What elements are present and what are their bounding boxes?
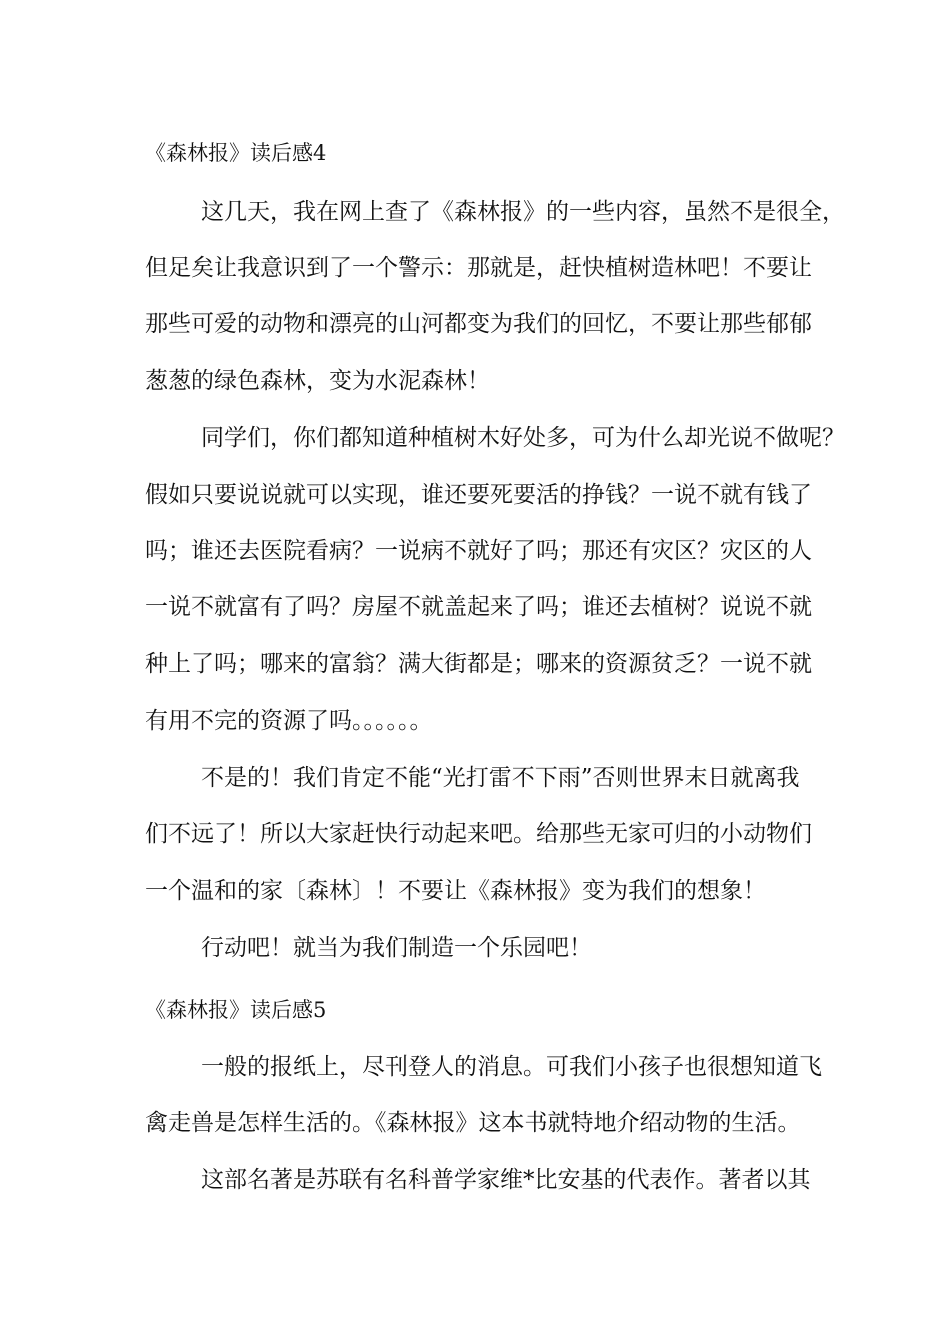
essay-5-p1-line-1: 一般的报纸上，尽刊登人的消息。可我们小孩子也很想知道飞 [201, 1054, 822, 1080]
essay-4-p4-line-1: 行动吧！就当为我们制造一个乐园吧！ [201, 935, 592, 961]
essay-5-p2-line-1: 这部名著是苏联有名科普学家维*比安基的代表作。著者以其 [201, 1167, 811, 1193]
essay-4-p1-line-2: 但足矣让我意识到了一个警示：那就是，赶快植树造林吧！不要让 [145, 255, 812, 281]
essay-4-p2-line-3: 吗；谁还去医院看病？一说病不就好了吗；那还有灾区？灾区的人 [145, 538, 812, 564]
essay-4-p1-line-1: 这几天，我在网上查了《森林报》的一些内容，虽然不是很全， [201, 199, 845, 225]
essay-4-p2-line-5: 种上了吗；哪来的富翁？满大街都是；哪来的资源贫乏？一说不就 [145, 651, 812, 677]
essay-4-p3-line-2: 们不远了！所以大家赶快行动起来吧。给那些无家可归的小动物们 [145, 821, 812, 847]
essay-4-p2-line-4: 一说不就富有了吗？房屋不就盖起来了吗；谁还去植树？说说不就 [145, 594, 812, 620]
essay-4-p2-line-1: 同学们，你们都知道种植树木好处多，可为什么却光说不做呢？ [201, 425, 845, 451]
essay-4-p3-line-3: 一个温和的家〔森林〕！不要让《森林报》变为我们的想象！ [145, 878, 766, 904]
essay-4-p3-line-1: 不是的！我们肯定不能“光打雷不下雨”否则世界末日就离我 [201, 765, 800, 791]
essay-4-heading: 《森林报》读后感4 [145, 141, 327, 165]
essay-4-p1-line-4: 葱葱的绿色森林，变为水泥森林！ [145, 368, 490, 394]
essay-4-p2-line-2: 假如只要说说就可以实现，谁还要死要活的挣钱？一说不就有钱了 [145, 482, 812, 508]
essay-4-p1-line-3: 那些可爱的动物和漂亮的山河都变为我们的回忆，不要让那些郁郁 [145, 311, 812, 337]
essay-4-p2-line-6: 有用不完的资源了吗。。。。。。 [145, 708, 433, 734]
essay-5-heading: 《森林报》读后感5 [145, 998, 327, 1022]
essay-5-p1-line-2: 禽走兽是怎样生活的。《森林报》这本书就特地介绍动物的生活。 [145, 1110, 801, 1136]
